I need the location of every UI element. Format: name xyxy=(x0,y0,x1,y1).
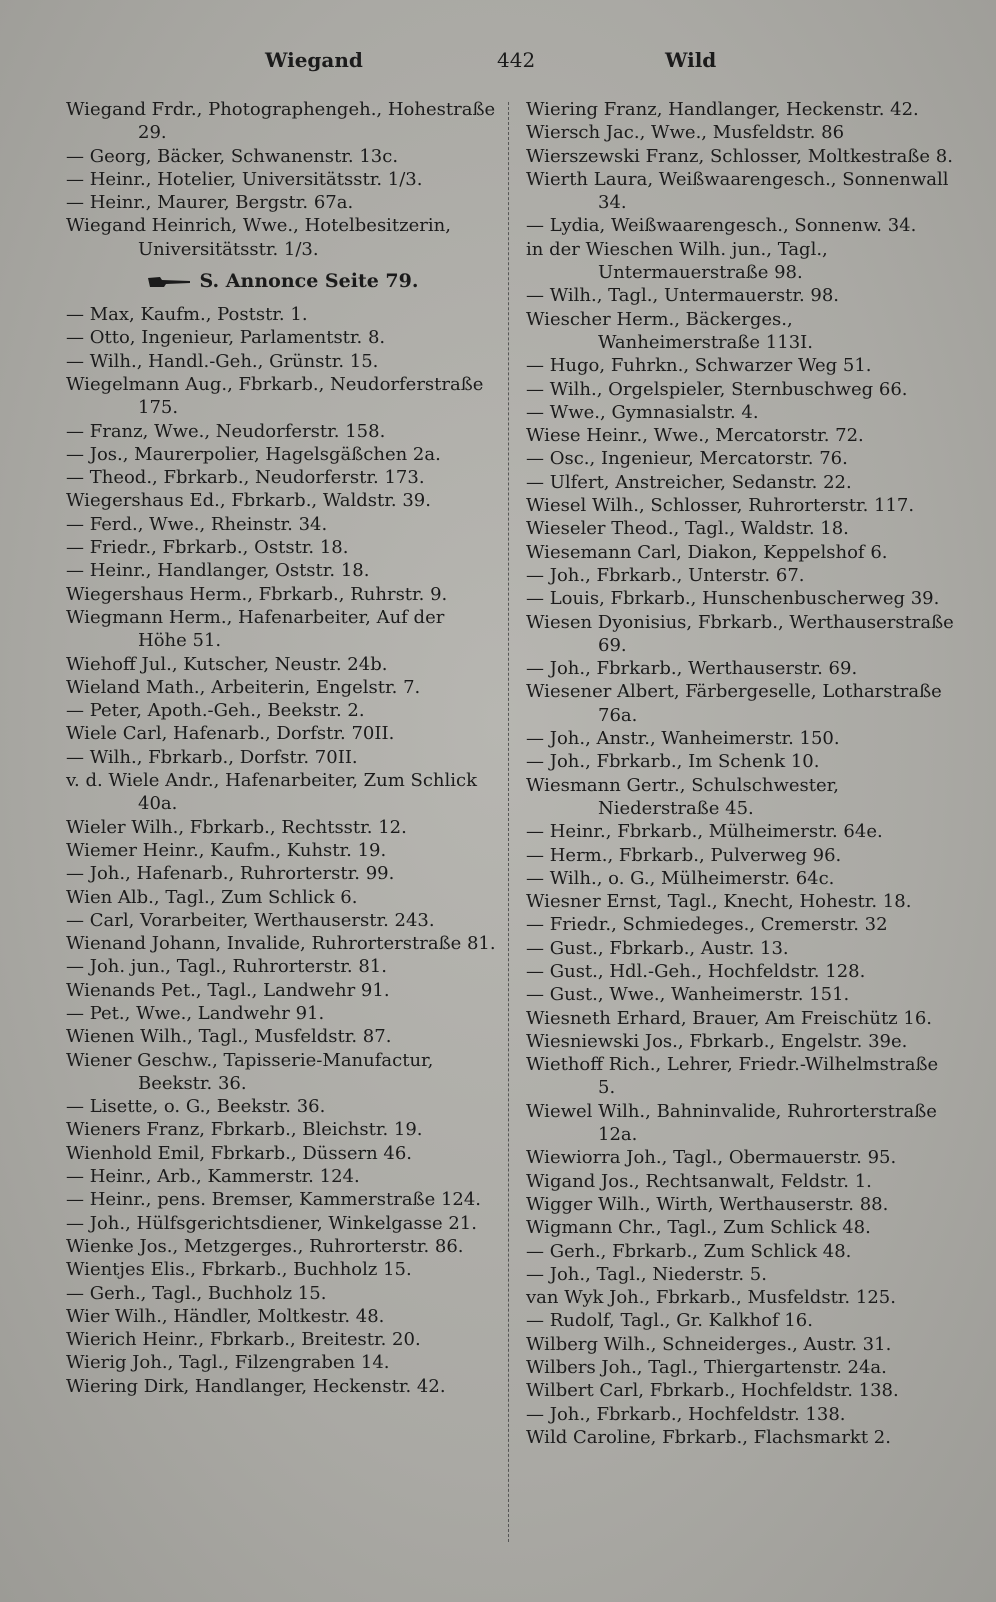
directory-entry: Wigger Wilh., Wirth, Werthauserstr. 88. xyxy=(526,1193,889,1215)
directory-entry: Wiesmann Gertr., Schulschwester, Niederstraße 45. xyxy=(526,774,839,819)
directory-entry: — Heinr., Fbrkarb., Mülheimerstr. 64e. xyxy=(526,821,883,843)
directory-entry: — Wilh., Handl.-Geh., Grünstr. 15. xyxy=(66,350,379,372)
page-number: 442 xyxy=(497,48,536,72)
directory-entry: — Joh., Fbrkarb., Werthauserstr. 69. xyxy=(526,658,858,680)
directory-entry: Wieler Wilh., Fbrkarb., Rechtsstr. 12. xyxy=(66,816,407,838)
directory-entry: — Joh. jun., Tagl., Ruhrorterstr. 81. xyxy=(66,956,387,978)
directory-entry: Wiesneth Erhard, Brauer, Am Freischütz 16. xyxy=(526,1007,933,1029)
directory-entry: — Joh., Hafenarb., Ruhrorterstr. 99. xyxy=(66,863,395,885)
directory-entry: — Louis, Fbrkarb., Hunschenbuscherweg 39. xyxy=(526,588,940,610)
directory-entry: — Wilh., Orgelspieler, Sternbuschweg 66. xyxy=(526,378,908,400)
directory-entry: — Franz, Wwe., Neudorferstr. 158. xyxy=(66,420,386,442)
directory-entry: v. d. Wiele Andr., Hafenarbeiter, Zum Schlick 40a. xyxy=(66,770,478,815)
annonce-reference xyxy=(66,267,498,295)
directory-entry: — Carl, Vorarbeiter, Werthauserstr. 243. xyxy=(66,909,435,931)
directory-entry: — Hugo, Fuhrkn., Schwarzer Weg 51. xyxy=(526,355,872,377)
column-divider xyxy=(508,102,509,1542)
directory-entry: — Joh., Fbrkarb., Hochfeldstr. 138. xyxy=(526,1403,846,1425)
directory-entry: Wiethoff Rich., Lehrer, Friedr.-Wilhelmstraße 5. xyxy=(526,1054,939,1099)
directory-entry: Wiesel Wilh., Schlosser, Ruhrorterstr. 117. xyxy=(526,495,915,517)
directory-entry: — Heinr., Arb., Kammerstr. 124. xyxy=(66,1166,360,1188)
directory-entry: Wiesener Albert, Färbergeselle, Lotharstraße 76a. xyxy=(526,681,942,726)
directory-entry: Wieners Franz, Fbrkarb., Bleichstr. 19. xyxy=(66,1119,423,1141)
directory-entry: — Lydia, Weißwaarengesch., Sonnenw. 34. xyxy=(526,215,917,237)
directory-entry: — Theod., Fbrkarb., Neudorferstr. 173. xyxy=(66,467,425,489)
directory-entry: — Wilh., Tagl., Untermauerstr. 98. xyxy=(526,285,840,307)
directory-entry: Wiesner Ernst, Tagl., Knecht, Hohestr. 18. xyxy=(526,891,912,913)
directory-entry: Wiener Geschw., Tapisserie-Manufactur, Beekstr. 36. xyxy=(66,1049,434,1094)
directory-entry: — Gust., Fbrkarb., Austr. 13. xyxy=(526,937,789,959)
directory-entry: Wilberg Wilh., Schneiderges., Austr. 31. xyxy=(526,1333,892,1355)
directory-entry: Wiering Franz, Handlanger, Heckenstr. 42. xyxy=(526,99,919,120)
page-header xyxy=(70,48,950,78)
directory-entry: — Pet., Wwe., Landwehr 91. xyxy=(66,1002,325,1024)
directory-entry: — Joh., Tagl., Niederstr. 5. xyxy=(526,1263,767,1285)
directory-entry: Wierth Laura, Weißwaarengesch., Sonnenwall 34. xyxy=(526,168,949,214)
directory-entry: — Peter, Apoth.-Geh., Beekstr. 2. xyxy=(66,700,365,722)
directory-entry: — Herm., Fbrkarb., Pulverweg 96. xyxy=(526,844,842,866)
directory-entry: Wigand Jos., Rechtsanwalt, Feldstr. 1. xyxy=(526,1170,872,1192)
directory-entry: — Wilh., o. G., Mülheimerstr. 64c. xyxy=(526,867,835,889)
directory-entry: — Heinr., Hotelier, Universitätsstr. 1/3. xyxy=(66,168,423,190)
directory-entry: — Wwe., Gymnasialstr. 4. xyxy=(526,401,759,423)
directory-entry: Wieseler Theod., Tagl., Waldstr. 18. xyxy=(526,518,849,540)
pointing-hand-icon xyxy=(146,275,192,289)
header-left-keyword: Wiegand xyxy=(265,48,363,72)
directory-entry: Wiesemann Carl, Diakon, Keppelshof 6. xyxy=(526,541,888,563)
directory-entry: Wienke Jos., Metzgerges., Ruhrorterstr. 86. xyxy=(66,1235,464,1257)
directory-entry: Wien Alb., Tagl., Zum Schlick 6. xyxy=(66,886,358,908)
directory-entry: — Gerh., Fbrkarb., Zum Schlick 48. xyxy=(526,1240,852,1262)
directory-entry: — Rudolf, Tagl., Gr. Kalkhof 16. xyxy=(526,1310,813,1332)
directory-entry: Wiegand Frdr., Photographengeh., Hohestraße 29. xyxy=(66,99,496,144)
directory-entry: — Georg, Bäcker, Schwanenstr. 13c. xyxy=(66,145,399,167)
directory-entry: — Heinr., Handlanger, Oststr. 18. xyxy=(66,560,370,582)
directory-entry: Wigmann Chr., Tagl., Zum Schlick 48. xyxy=(526,1217,871,1239)
directory-entry: — Ferd., Wwe., Rheinstr. 34. xyxy=(66,513,328,535)
directory-entry: Wiering Dirk, Handlanger, Heckenstr. 42. xyxy=(66,1375,446,1397)
directory-entry: — Wilh., Fbrkarb., Dorfstr. 70II. xyxy=(66,746,358,768)
header-right-keyword: Wild xyxy=(665,48,717,72)
directory-entry: Wiewel Wilh., Bahninvalide, Ruhrorterstraße 12a. xyxy=(526,1100,937,1146)
directory-entry: — Ulfert, Anstreicher, Sedanstr. 22. xyxy=(526,471,852,493)
directory-entry: Wiegershaus Ed., Fbrkarb., Waldstr. 39. xyxy=(66,490,431,512)
directory-entry: Wilbers Joh., Tagl., Thiergartenstr. 24a. xyxy=(526,1357,887,1379)
directory-entry: Wiesniewski Jos., Fbrkarb., Engelstr. 39e. xyxy=(526,1030,908,1052)
directory-entry: Wier Wilh., Händler, Moltkestr. 48. xyxy=(66,1305,385,1327)
directory-entry: Wiegmann Herm., Hafenarbeiter, Auf der Höhe 51. xyxy=(66,606,445,652)
directory-entry: — Otto, Ingenieur, Parlamentstr. 8. xyxy=(66,327,386,349)
directory-entry: — Heinr., Maurer, Bergstr. 67a. xyxy=(66,192,354,214)
directory-entry: — Joh., Fbrkarb., Unterstr. 67. xyxy=(526,564,805,586)
directory-entry: Wiegand Heinrich, Wwe., Hotelbesitzerin, Universitätsstr. 1/3. xyxy=(66,215,451,260)
directory-entry: Wienand Johann, Invalide, Ruhrorterstraße 81. xyxy=(66,933,496,955)
directory-entry: — Osc., Ingenieur, Mercatorstr. 76. xyxy=(526,448,848,470)
directory-entry: Wienands Pet., Tagl., Landwehr 91. xyxy=(66,979,390,1001)
directory-entry: — Gerh., Tagl., Buchholz 15. xyxy=(66,1282,327,1304)
directory-entry: — Friedr., Fbrkarb., Oststr. 18. xyxy=(66,537,349,559)
annonce-text: S. Annonce Seite 79. xyxy=(199,270,419,293)
directory-entry: Wierich Heinr., Fbrkarb., Breitestr. 20. xyxy=(66,1329,421,1351)
directory-entry: — Joh., Anstr., Wanheimerstr. 150. xyxy=(526,728,840,750)
directory-entry: — Gust., Wwe., Wanheimerstr. 151. xyxy=(526,984,850,1006)
right-column xyxy=(526,98,958,1449)
directory-entry: — Heinr., pens. Bremser, Kammerstraße 124. xyxy=(66,1189,482,1211)
directory-entry: — Lisette, o. G., Beekstr. 36. xyxy=(66,1096,326,1118)
directory-entry: Wild Caroline, Fbrkarb., Flachsmarkt 2. xyxy=(526,1426,891,1448)
directory-entry: Wierig Joh., Tagl., Filzengraben 14. xyxy=(66,1352,390,1374)
directory-entry: Wiescher Herm., Bäckerges., Wanheimerstraße 113I. xyxy=(526,308,813,353)
directory-entry: — Jos., Maurerpolier, Hagelsgäßchen 2a. xyxy=(66,443,441,465)
directory-entry: Wiewiorra Joh., Tagl., Obermauerstr. 95. xyxy=(526,1147,897,1169)
directory-entry: — Gust., Hdl.-Geh., Hochfeldstr. 128. xyxy=(526,960,866,982)
directory-entry: Wierszewski Franz, Schlosser, Moltkestraße 8. xyxy=(526,145,953,167)
directory-entry: — Friedr., Schmiedeges., Cremerstr. 32 xyxy=(526,914,888,936)
directory-entry: Wienen Wilh., Tagl., Musfeldstr. 87. xyxy=(66,1026,392,1048)
directory-entry: Wiesen Dyonisius, Fbrkarb., Werthauserstraße 69. xyxy=(526,611,954,656)
directory-entry: in der Wieschen Wilh. jun., Tagl., Untermauerstraße 98. xyxy=(526,238,828,284)
directory-entry: Wiese Heinr., Wwe., Mercatorstr. 72. xyxy=(526,425,864,447)
directory-entry: — Max, Kaufm., Poststr. 1. xyxy=(66,304,308,326)
directory-entry: Wilbert Carl, Fbrkarb., Hochfeldstr. 138. xyxy=(526,1380,899,1402)
directory-entry: van Wyk Joh., Fbrkarb., Musfeldstr. 125. xyxy=(526,1287,896,1309)
left-column xyxy=(66,98,498,1398)
directory-entry: Wiersch Jac., Wwe., Musfeldstr. 86 xyxy=(526,122,845,144)
directory-entry: Wiegelmann Aug., Fbrkarb., Neudorferstraße 175. xyxy=(66,373,484,419)
directory-entry: Wientjes Elis., Fbrkarb., Buchholz 15. xyxy=(66,1259,412,1281)
directory-entry: Wienhold Emil, Fbrkarb., Düssern 46. xyxy=(66,1142,413,1164)
directory-entry: — Joh., Hülfsgerichtsdiener, Winkelgasse 21. xyxy=(66,1212,477,1234)
directory-entry: Wiemer Heinr., Kaufm., Kuhstr. 19. xyxy=(66,839,387,861)
directory-entry: — Joh., Fbrkarb., Im Schenk 10. xyxy=(526,751,820,773)
directory-entry: Wiele Carl, Hafenarb., Dorfstr. 70II. xyxy=(66,723,395,745)
directory-entry: Wieland Math., Arbeiterin, Engelstr. 7. xyxy=(66,676,421,698)
directory-entry: Wiegershaus Herm., Fbrkarb., Ruhrstr. 9. xyxy=(66,583,448,605)
directory-entry: Wiehoff Jul., Kutscher, Neustr. 24b. xyxy=(66,653,388,675)
